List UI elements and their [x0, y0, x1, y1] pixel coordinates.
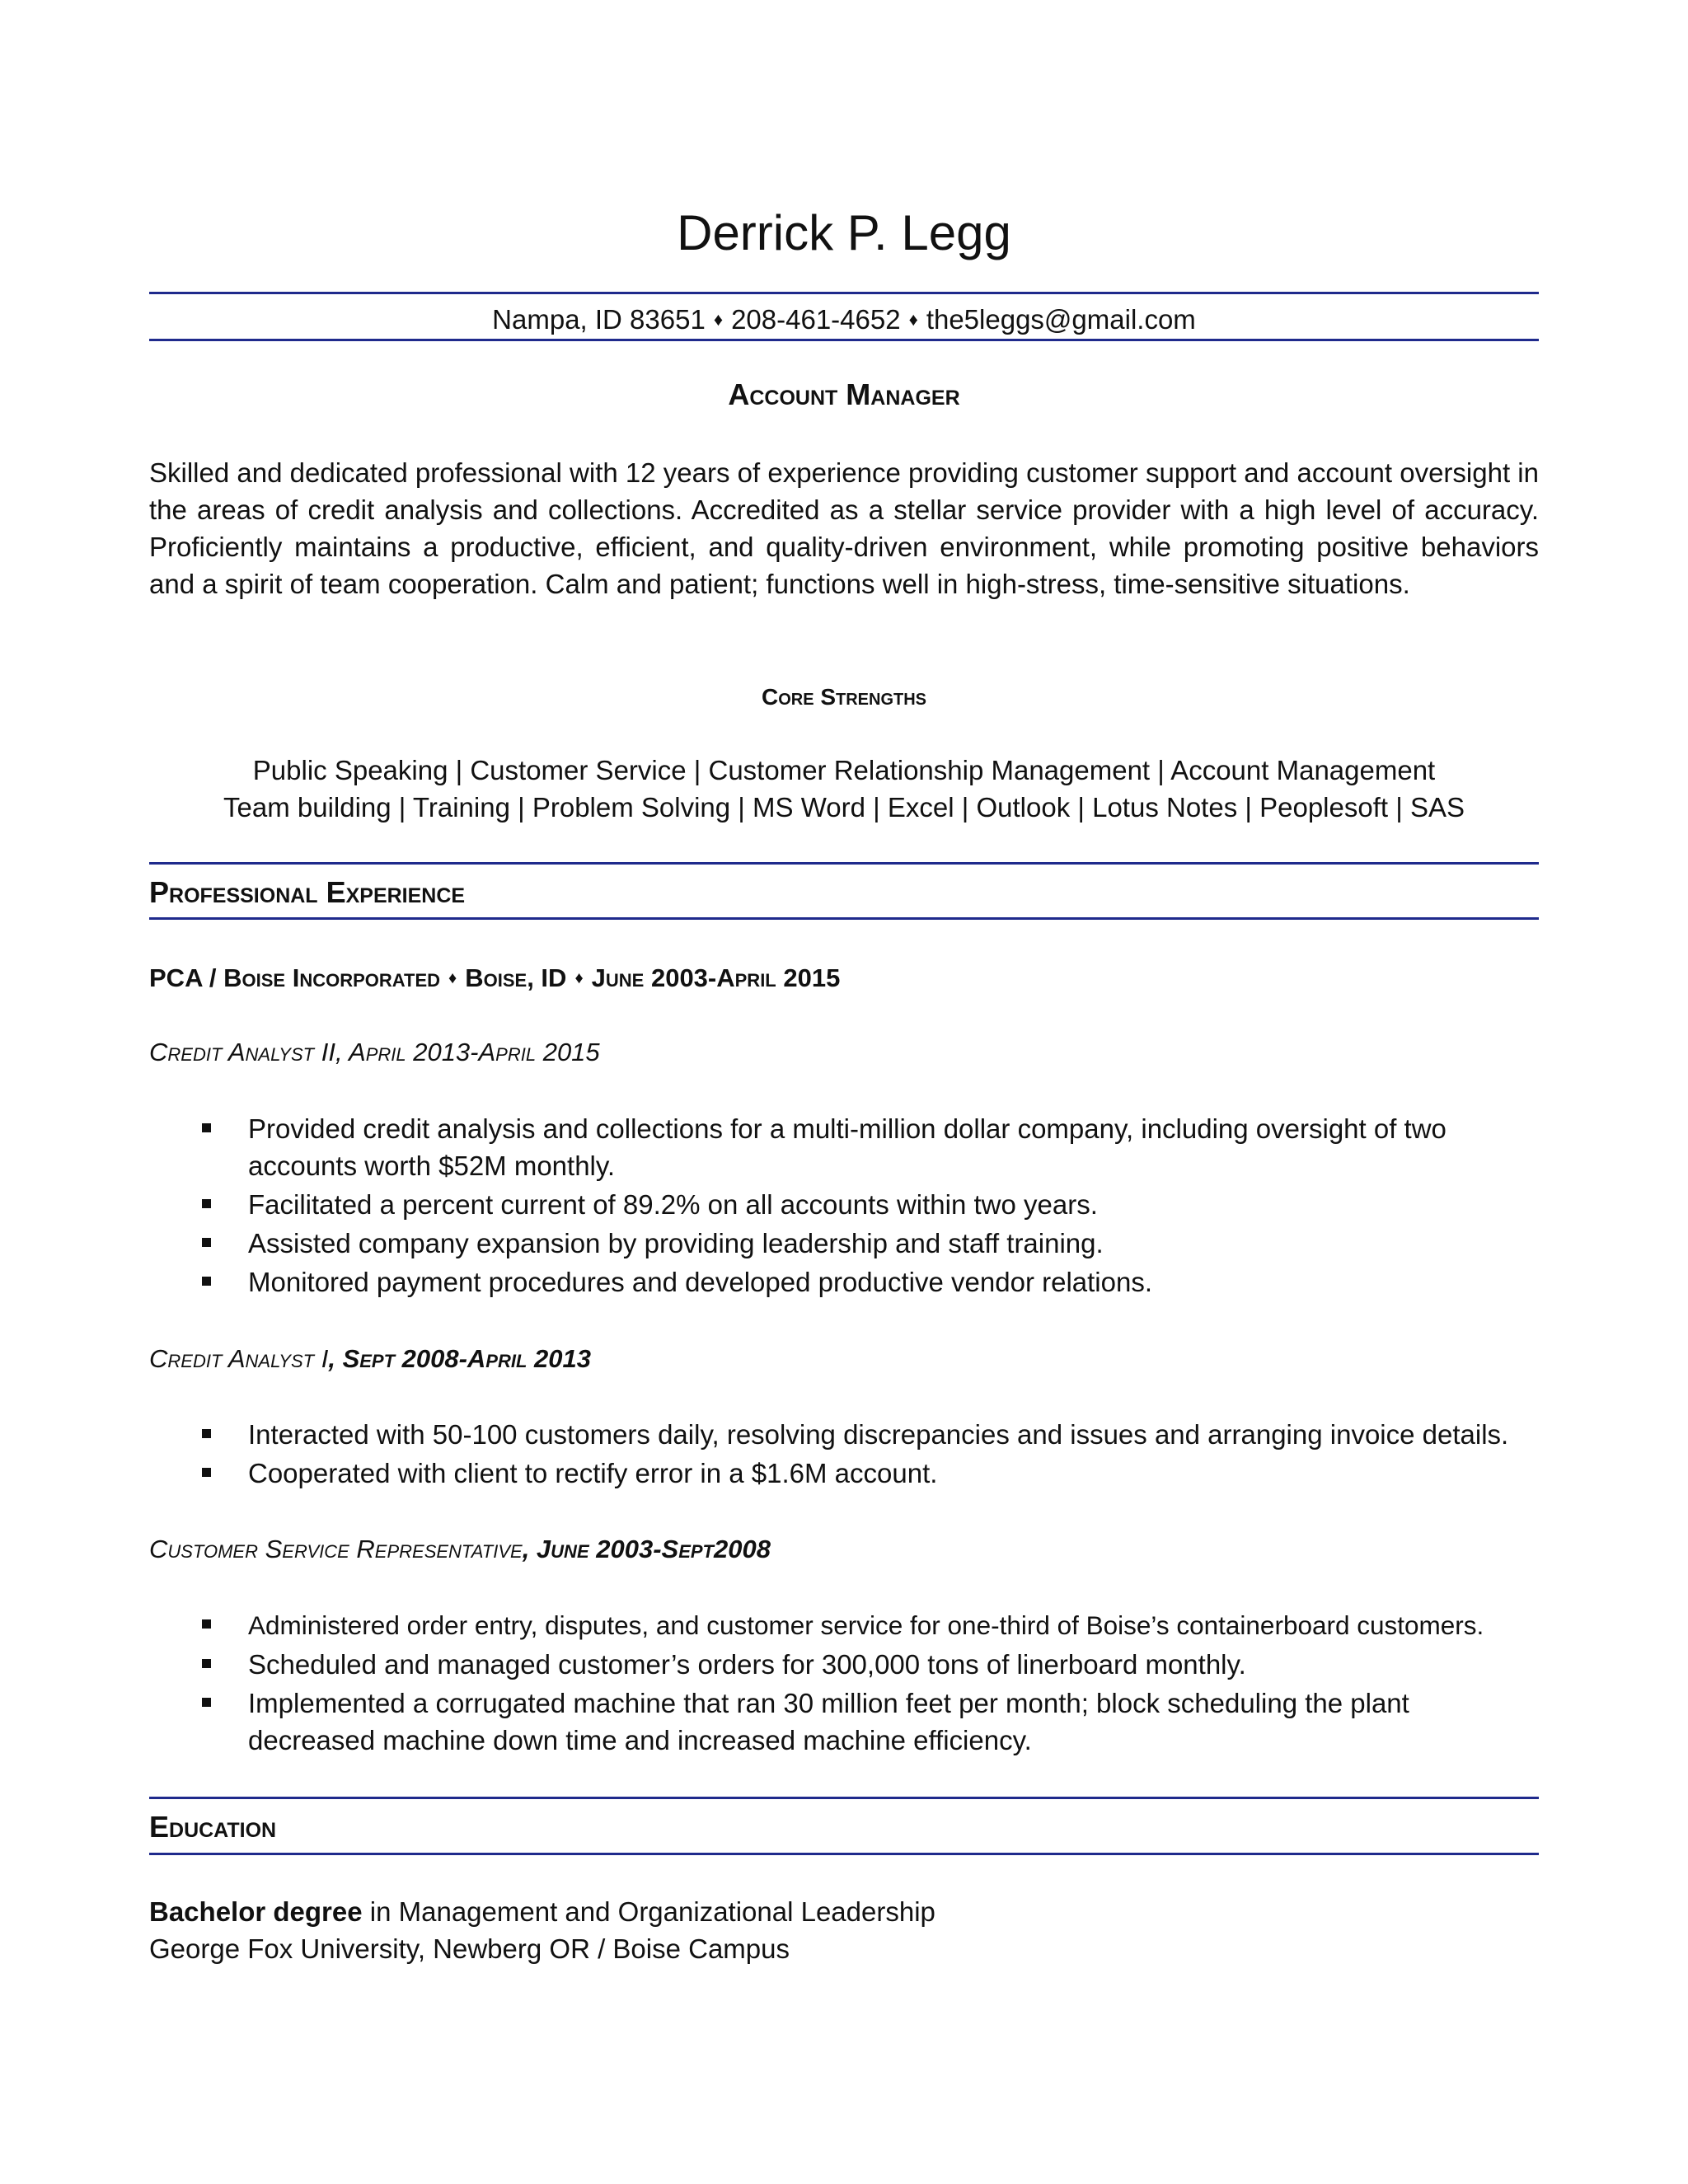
summary-paragraph: Skilled and dedicated professional with 12 years of experience providing customer support and account oversight in the areas of credit analysis and collections. Accredited as a stellar service provider with a high level of accuracy. Proficiently maintains a productive, efficient, and quality-driven environment, while promoting positive behaviors and a spirit of team cooperation. Calm and patient; functions well in high-stress, time-sensitive situations. — [149, 457, 1539, 599]
contact-email[interactable]: the5leggs@gmail.com — [926, 304, 1196, 335]
bullet-square-icon — [202, 1429, 211, 1438]
education-school: George Fox University, Newberg OR / Boise Campus — [149, 1933, 790, 1964]
education-entry — [149, 1893, 1539, 1967]
bullet-text: Provided credit analysis and collections for a multi-million dollar company, including oversight of two accounts worth $52M monthly. — [248, 1113, 1447, 1181]
role-title-line: Credit Analyst II, April 2013-April 2015 — [149, 1038, 600, 1066]
list-item — [149, 1685, 1539, 1759]
bullet-text: Cooperated with client to rectify error in a $1.6M account. — [248, 1458, 938, 1488]
job-title: Account Manager — [728, 377, 960, 411]
list-item — [149, 1646, 1539, 1683]
role-title: Customer Service Representative — [149, 1535, 523, 1563]
company-line — [149, 960, 1539, 1000]
core-strengths-line-1: Public Speaking | Customer Service | Customer Relationship Management | Account Management — [252, 755, 1436, 785]
list-item — [149, 1225, 1539, 1262]
separator-diamond: ♦ — [908, 309, 918, 330]
role-title: Credit Analyst I — [149, 1344, 329, 1373]
bullet-square-icon — [202, 1659, 211, 1668]
list-item — [149, 1416, 1539, 1453]
bullet-square-icon — [202, 1238, 211, 1247]
bullet-text: Administered order entry, disputes, and customer service for one-third of Boise’s containerboard customers. — [248, 1610, 1484, 1640]
separator-diamond: ♦ — [448, 969, 457, 987]
role-title-line: Credit Analyst I, Sept 2008-April 2013 — [149, 1344, 591, 1373]
role-bullet-list — [149, 1416, 1539, 1493]
education-degree: Bachelor degree — [149, 1896, 363, 1927]
experience-rule-bottom — [149, 917, 1539, 920]
contact-rule-top — [149, 292, 1539, 294]
list-item — [149, 1606, 1539, 1644]
experience-rule-top — [149, 862, 1539, 865]
bullet-square-icon — [202, 1468, 211, 1477]
bullet-square-icon — [202, 1199, 211, 1208]
company-location: Boise, ID — [465, 963, 567, 992]
education-field: in Management and Organizational Leadership — [362, 1896, 935, 1927]
bullet-text: Implemented a corrugated machine that ran 30 million feet per month; block scheduling the plant decreased machine down time and increased machine efficiency. — [248, 1688, 1409, 1755]
separator-diamond: ♦ — [574, 969, 584, 987]
bullet-text: Scheduled and managed customer’s orders for 300,000 tons of linerboard monthly. — [248, 1649, 1246, 1680]
contact-location: Nampa, ID 83651 — [492, 304, 706, 335]
company-name: PCA / Boise Incorporated — [149, 963, 441, 992]
bullet-square-icon — [202, 1619, 211, 1629]
bullet-text: Facilitated a percent current of 89.2% on all accounts within two years. — [248, 1189, 1098, 1220]
role-dates: April 2013-April 2015 — [349, 1038, 600, 1066]
bullet-square-icon — [202, 1698, 211, 1707]
education-degree-line — [149, 1893, 1539, 1930]
experience-heading: Professional Experience — [149, 875, 466, 909]
core-strengths-heading: Core Strengths — [761, 684, 926, 710]
candidate-name: Derrick P. Legg — [677, 205, 1011, 260]
contact-line — [0, 301, 1688, 342]
bullet-square-icon — [202, 1123, 211, 1132]
education-rule-bottom — [149, 1853, 1539, 1855]
contact-rule-bottom — [149, 339, 1539, 341]
role-title: Credit Analyst II — [149, 1038, 335, 1066]
bullet-text: Monitored payment procedures and developed productive vendor relations. — [248, 1267, 1153, 1297]
education-heading: Education — [149, 1810, 277, 1844]
bullet-text: Interacted with 50-100 customers daily, resolving discrepancies and issues and arranging invoice details. — [248, 1419, 1509, 1450]
list-item — [149, 1263, 1539, 1301]
core-strengths-line-2: Team building | Training | Problem Solving | MS Word | Excel | Outlook | Lotus Notes | Peoplesoft | SAS — [223, 792, 1465, 823]
contact-phone: 208-461-4652 — [731, 304, 901, 335]
role-dates: Sept 2008-April 2013 — [342, 1344, 591, 1373]
education-rule-top — [149, 1797, 1539, 1799]
list-item — [149, 1110, 1539, 1184]
role-title-line: Customer Service Representative, June 2003-Sept2008 — [149, 1535, 771, 1563]
separator-diamond: ♦ — [713, 309, 724, 330]
company-dates: June 2003-April 2015 — [591, 963, 841, 992]
bullet-square-icon — [202, 1277, 211, 1286]
role-bullet-list — [149, 1606, 1539, 1760]
list-item — [149, 1455, 1539, 1492]
role-bullet-list — [149, 1110, 1539, 1302]
bullet-text: Assisted company expansion by providing leadership and staff training. — [248, 1228, 1104, 1258]
list-item — [149, 1186, 1539, 1223]
role-dates: June 2003-Sept2008 — [536, 1535, 771, 1563]
